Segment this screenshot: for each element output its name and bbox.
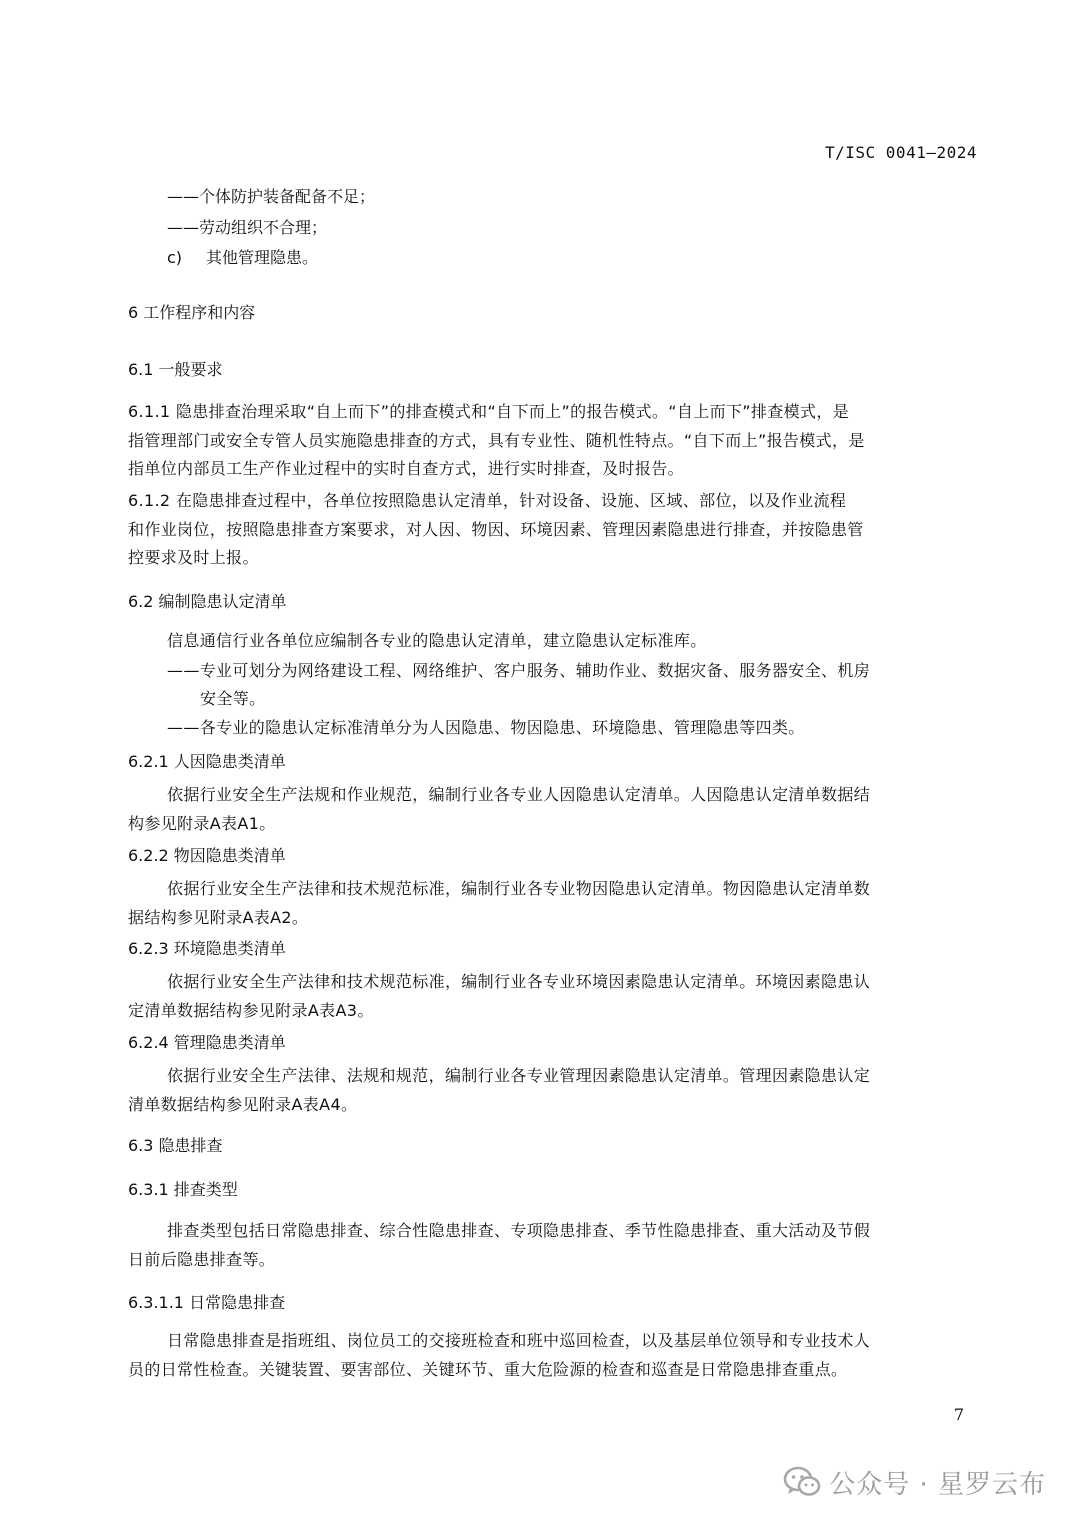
list-item: ——个体防护装备配备不足； (167, 187, 376, 206)
document-code: T/ISC 0041—2024 (825, 143, 977, 162)
section-heading: 6.2 编制隐患认定清单 (128, 592, 287, 611)
paragraph-line: 清单数据结构参见附录A表A4。 (128, 1095, 358, 1114)
paragraph-line: 6.1.2 在隐患排查过程中，各单位按照隐患认定清单，针对设备、设施、区域、部位，以及作业流程 (128, 491, 847, 510)
section-heading: 6.3.1.1 日常隐患排查 (128, 1293, 286, 1312)
paragraph-line: 依据行业安全生产法律和技术规范标准，编制行业各专业物因隐患认定清单。物因隐患认定清单数 (167, 879, 871, 898)
paragraph-line: 依据行业安全生产法律、法规和规范，编制行业各专业管理因素隐患认定清单。管理因素隐患认定 (167, 1066, 871, 1085)
section-heading: 6.3.1 排查类型 (128, 1180, 238, 1199)
section-heading: 6 工作程序和内容 (128, 303, 256, 322)
paragraph-line: 排查类型包括日常隐患排查、综合性隐患排查、专项隐患排查、季节性隐患排查、重大活动及节假 (167, 1221, 871, 1240)
wechat-icon (783, 1465, 821, 1499)
section-heading: 6.1 一般要求 (128, 360, 223, 379)
paragraph-line: 指管理部门或安全专管人员实施隐患排查的方式，具有专业性、随机性特点。“自下而上”报告模式，是 (128, 431, 865, 450)
list-item: ——专业可划分为网络建设工程、网络维护、客户服务、辅助作业、数据灾备、服务器安全、机房 (167, 661, 871, 680)
section-heading: 6.2.1 人因隐患类清单 (128, 752, 286, 771)
paragraph-line: 依据行业安全生产法律和技术规范标准，编制行业各专业环境因素隐患认定清单。环境因素隐患认 (167, 972, 871, 991)
paragraph-line: 定清单数据结构参见附录A表A3。 (128, 1001, 374, 1020)
list-item-label: c) (167, 248, 183, 267)
paragraph-line: 6.1.1 隐患排查治理采取“自上而下”的排查模式和“自下而上”的报告模式。“自上而下”排查模式，是 (128, 402, 850, 421)
section-heading: 6.2.4 管理隐患类清单 (128, 1033, 286, 1052)
paragraph-line: 控要求及时上报。 (128, 548, 259, 567)
paragraph-line: 据结构参见附录A表A2。 (128, 908, 309, 927)
paragraph-line: 依据行业安全生产法规和作业规范，编制行业各专业人因隐患认定清单。人因隐患认定清单数据结 (167, 785, 871, 804)
paragraph-line: 日前后隐患排查等。 (128, 1250, 276, 1269)
watermark-text: 公众号 · 星罗云布 (829, 1469, 1046, 1500)
paragraph-line: 指单位内部员工生产作业过程中的实时自查方式，进行实时排查，及时报告。 (128, 459, 684, 478)
paragraph-line: 信息通信行业各单位应编制各专业的隐患认定清单，建立隐患认定标准库。 (167, 631, 707, 650)
page-number: 7 (953, 1405, 964, 1424)
list-item: ——各专业的隐患认定标准清单分为人因隐患、物因隐患、环境隐患、管理隐患等四类。 (167, 718, 805, 737)
list-item: ——劳动组织不合理； (167, 218, 328, 237)
watermark (783, 1462, 1046, 1502)
paragraph-line: 员的日常性检查。关键装置、要害部位、关键环节、重大危险源的检查和巡查是日常隐患排查重点。 (128, 1360, 848, 1379)
list-item-continued: 安全等。 (200, 689, 266, 708)
section-heading: 6.2.2 物因隐患类清单 (128, 846, 286, 865)
section-heading: 6.2.3 环境隐患类清单 (128, 939, 286, 958)
section-heading: 6.3 隐患排查 (128, 1136, 223, 1155)
paragraph-line: 日常隐患排查是指班组、岗位员工的交接班检查和班中巡回检查，以及基层单位领导和专业技术人 (167, 1331, 871, 1350)
list-item: 其他管理隐患。 (206, 248, 319, 267)
paragraph-line: 构参见附录A表A1。 (128, 814, 276, 833)
paragraph-line: 和作业岗位，按照隐患排查方案要求，对人因、物因、环境因素、管理因素隐患进行排查，并按隐患管 (128, 520, 864, 539)
